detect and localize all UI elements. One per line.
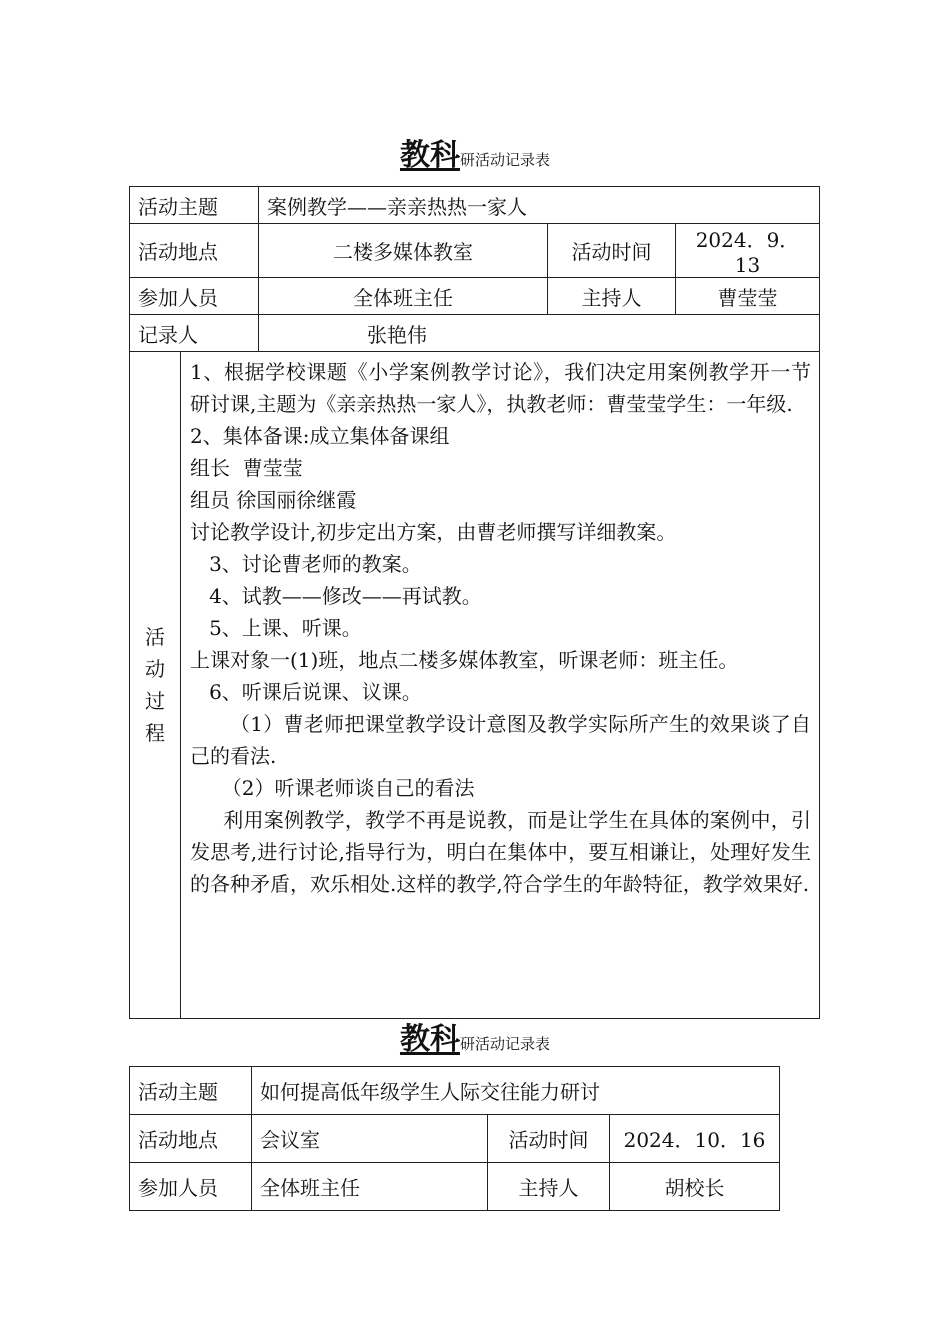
host-value: 胡校长 [610,1163,780,1211]
participants-value: 全体班主任 [259,278,548,315]
process-line: 3、讨论曹老师的教案。 [190,552,422,576]
process-line: 讨论教学设计,初步定出方案，由曹老师撰写详细教案。 [190,520,677,544]
host-value: 曹莹莹 [676,278,820,315]
process-content [181,352,820,1019]
location-label: 活动地点 [130,1115,252,1163]
process-label [130,352,181,1019]
record2-table [129,1066,780,1211]
record2-title [0,1014,950,1058]
time-label: 活动时间 [548,224,676,278]
record1-title-sub: 研活动记录表 [459,151,550,169]
participants-value: 全体班主任 [252,1163,488,1211]
record2-title-main: 教科 [399,1022,460,1057]
process-line: 组员 徐国丽徐继霞 [190,488,357,512]
process-line: 5、上课、听课。 [190,616,362,640]
process-label-char: 动 [145,657,165,681]
location-value: 会议室 [252,1115,488,1163]
process-line: 1、根据学校课题《小学案例教学讨论》，我们决定用案例教学开一节研讨课,主题为《亲亲热热一家人》，执教老师：曹莹莹学生：一年级. [190,360,812,416]
record1-table [129,186,820,1019]
topic-value: 案例教学——亲亲热热一家人 [259,187,820,224]
recorder-label: 记录人 [130,315,259,352]
process-line: 上课对象一(1)班，地点二楼多媒体教室，听课老师：班主任。 [190,648,739,672]
location-label: 活动地点 [130,224,259,278]
process-line: 利用案例教学，教学不再是说教，而是让学生在具体的案例中，引发思考,进行讨论,指导行为，明白在集体中，要互相谦让，处理好发生的各种矛盾，欢乐相处.这样的教学,符合学生的年龄特征，教学效果好. [190,808,812,896]
process-label-char: 活 [145,625,165,649]
time-value: 2024．10．16 [610,1115,780,1163]
process-line: 2、集体备课:成立集体备课组 [190,424,450,448]
process-line: 4、试教——修改——再试教。 [190,584,482,608]
host-label: 主持人 [488,1163,610,1211]
host-label: 主持人 [548,278,676,315]
record2-title-sub: 研活动记录表 [459,1035,550,1053]
process-line: 6、听课后说课、议课。 [190,680,422,704]
process-label-char: 过 [145,689,165,713]
record1-title [0,130,950,174]
process-line: （2）听课老师谈自己的看法 [190,776,475,800]
process-line: 组长 曹莹莹 [190,456,303,480]
recorder-value: 张艳伟 [259,315,820,352]
participants-label: 参加人员 [130,278,259,315]
participants-label: 参加人员 [130,1163,252,1211]
time-value: 2024．9．13 [676,224,820,278]
time-label: 活动时间 [488,1115,610,1163]
location-value: 二楼多媒体教室 [259,224,548,278]
process-line: （1）曹老师把课堂教学设计意图及教学实际所产生的效果谈了自己的看法. [190,712,811,768]
topic-label: 活动主题 [130,1067,252,1115]
record1-title-main: 教科 [399,138,460,173]
topic-label: 活动主题 [130,187,259,224]
process-label-char: 程 [145,721,165,745]
topic-value: 如何提高低年级学生人际交往能力研讨 [252,1067,780,1115]
